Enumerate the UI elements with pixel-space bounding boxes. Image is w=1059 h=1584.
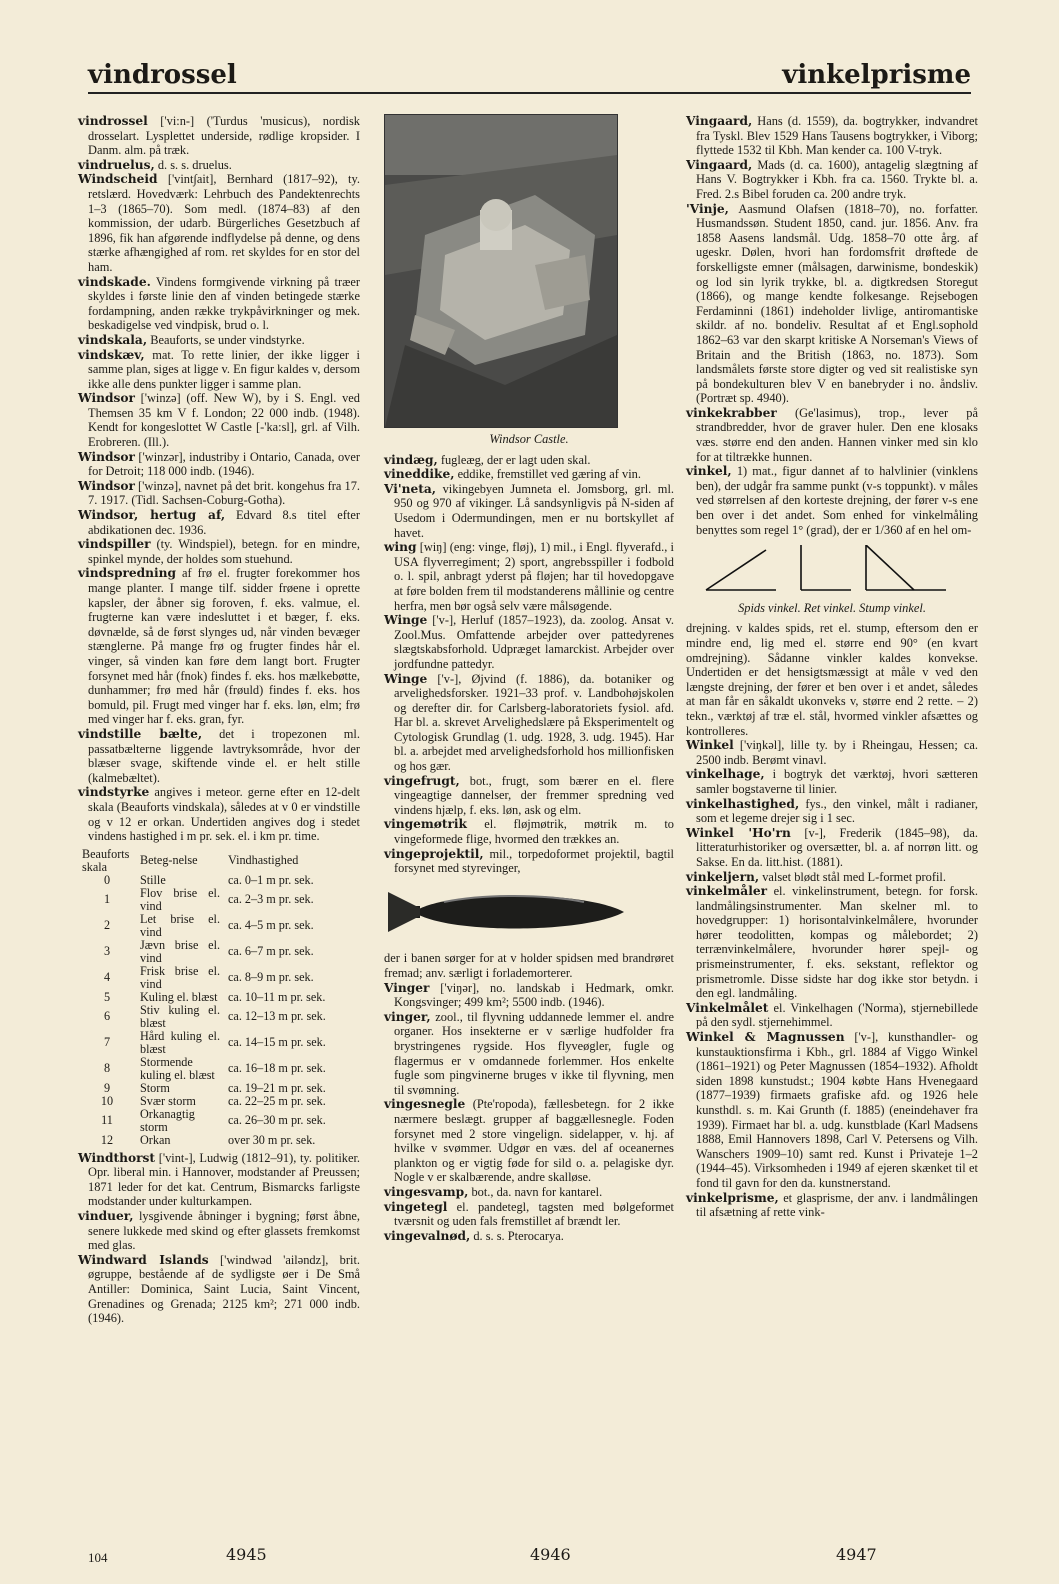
entry-text: d. s. s. Pterocarya. <box>473 1228 564 1243</box>
entry <box>384 1097 674 1185</box>
table-row <box>78 965 330 991</box>
entry-text: el. fløjmøtrik, møtrik m. to vingeformede flige, hvormed den trækkes an. <box>394 817 674 847</box>
entry-headword: vindstille bælte, <box>78 726 203 741</box>
entry-text: 1) mat., figur dannet af to halvlinier (vinklens ben), der udgår fra samme punkt (v-s toppunkt). v måles ved størrelsen af den korteste drejning, der fører v-s ene ben over i det andet. Som enhed for vinkelmåling benyttes som regel 1° (grad), der er 1/360 af en hel om- <box>696 464 978 537</box>
entry-text: mil., torpedoformet projektil, bagtil forsynet med styrevinger, <box>394 846 674 876</box>
wind-name: Hård kuling el. blæst <box>140 1028 220 1056</box>
beaufort-number: 2 <box>103 918 111 933</box>
entry <box>384 1229 674 1244</box>
column-1-entries-cont <box>78 1151 360 1326</box>
table-row <box>78 1134 330 1147</box>
table-header-scale: Beauforts skala <box>82 846 130 874</box>
entry-headword: vindskæv, <box>78 347 145 362</box>
wind-speed: ca. 2–3 m pr. sek. <box>228 892 314 907</box>
entry <box>78 566 360 727</box>
entry <box>384 1185 674 1200</box>
beaufort-number: 3 <box>103 944 111 959</box>
beaufort-number: 11 <box>101 1113 113 1128</box>
entry <box>78 508 360 537</box>
wind-name: Storm <box>140 1080 170 1095</box>
entry <box>78 727 360 785</box>
entry-text: af frø el. frugter forekommer hos mange planter. I mange tilf. sidder frøene i oprette kapsler, der åbner sig foroven, f. eks. valmue, el. frugterne kan være indesluttet i et bæger, f. eks. døvnælde, så de først slynges ud, når vinden bevæger stænglerne. På mange frø og frugter findes hår el. vinger, så vinden kan føre dem langt bort. Frugter forsynet med hår (fnok) findes f. eks. hos mælkebøtte, dunhammer; frø med hår (frøuld) findes f. eks. hos bomuld, pil. Frugt med vinger har f. eks. løn, elm; frø med vinger har f. eks. gran, fyr. <box>88 566 360 727</box>
beaufort-table <box>78 848 330 1147</box>
projectile-icon <box>384 882 634 942</box>
entry-text: i bogtryk det værktøj, hvori sætteren samler bogstaverne til linier. <box>696 767 978 796</box>
entry-headword: Windsor <box>78 391 135 406</box>
entry <box>384 540 674 613</box>
entry <box>686 1191 978 1220</box>
entry-text: zool., til flyvning uddannede lemmer el. andre organer. Hos insekterne er v særlige hudfolder fra brystringenes rygside. Hos flyveøgler, fugle og flagermus er v omdannede forlemmer. Hos enkelte fugle som pingvinerne bruges v ikke til flyvning, men til svømning. <box>394 1009 674 1097</box>
table-row <box>78 1082 330 1095</box>
wind-speed: ca. 19–21 m pr. sek. <box>228 1080 326 1095</box>
entry-headword: Windscheid <box>78 172 158 187</box>
column-3-entries <box>686 114 978 537</box>
entry <box>686 738 978 767</box>
entry <box>78 785 360 843</box>
entry-headword: vinkeljern, <box>686 869 760 884</box>
entry-text: (Ge'lasimus), trop., lever på strandbredder, hvor de graver huler. Den ene klosaks væs. større end den anden. Hannen vinker med sin klo for at tiltrække hunnen. <box>696 405 978 464</box>
entry-headword: Vi'neta, <box>384 481 436 496</box>
entry <box>384 847 674 876</box>
wind-name: Jævn brise el. vind <box>140 937 220 965</box>
column-2-entries <box>384 453 674 876</box>
entry-text: [wiŋ] (eng: vinge, fløj), 1) mil., i Engl. flyverafd., i USA flyverregiment; 2) sport, angrebsspiller i fodbold o. l. spil, anbragt yderst på fløjen; har til hovedopgave at føre bolden frem til modstanderens mållinie og centre herfra, men bør også selv være målsøgende. <box>394 540 674 613</box>
wind-name: Svær storm <box>140 1093 196 1108</box>
entry <box>686 158 978 202</box>
wind-speed: ca. 26–30 m pr. sek. <box>228 1113 326 1128</box>
beaufort-number: 5 <box>103 989 111 1004</box>
entry-headword: vingesvamp, <box>384 1184 469 1199</box>
small-page-number: 104 <box>88 1550 108 1565</box>
angle-caption: Spids vinkel. Ret vinkel. Stump vinkel. <box>738 600 926 615</box>
entry-headword: vingetegl <box>384 1199 448 1214</box>
castle-illustration <box>385 115 617 427</box>
entry <box>384 774 674 818</box>
entry-headword: vingevalnød, <box>384 1228 471 1243</box>
entry-text: ['v-], kunsthandler- og kunstauktionsfirma i Kbh., grl. 1884 af Viggo Winkel (1861–1921) og Peter Magnussen (1854–1932). Afholdt siden 1898 kunstudst.; 1904 købte Hans Hvenegaard (1877–1939) firmaets grafiske afd. og 1926 hele kunsthdl. s. m. Kai Grunth (f. 1885) (eneindehaver fra 1939). Firmaet har bl. a. udg. kunstblade (Karl Madsens 1888, Emil Hannovers 1898, Carl V. Petersens og Vilh. Wanschers 1909–10) samt red. Kunst i Privateje 1–2 (1944–45). Virksomheden i 1949 af ejeren skænket til et fond til gavn for den da. kunstnerstand. <box>696 1030 978 1190</box>
entry-headword: vinger, <box>384 1009 431 1024</box>
column-3-entries-cont <box>686 621 978 1219</box>
projectile-illustration <box>384 882 674 946</box>
wind-speed: ca. 10–11 m pr. sek. <box>228 989 326 1004</box>
entry <box>384 951 674 980</box>
entry-headword: Winkel & Magnussen <box>686 1030 845 1045</box>
beaufort-number: 0 <box>103 872 111 887</box>
column-2-entries-cont <box>384 951 674 1243</box>
column-1-entries <box>78 114 360 844</box>
entry-text: el. vinkelinstrument, betegn. for forsk. landmålingsinstrumenter. Man skelner ml. to hovedgrupper: 1) horisontalvinkelmålere, hvorunder hører teodolitten, kompas og målebordet; 2) terrænvinkelmålere, hvorunder hører spejl- og prismeinstrumenter, f. eks. sekstant, reflektor og prismetromle. Disse sidste har dog ikke stor betydn. i den egl. landmåling. <box>696 884 978 1001</box>
entry <box>686 202 978 406</box>
entry-headword: vingemøtrik <box>384 817 467 832</box>
angle-diagram <box>686 545 978 615</box>
wind-name: Flov brise el. vind <box>140 885 220 913</box>
entry-headword: Winge <box>384 613 428 628</box>
entry-headword: vinkelhastighed, <box>686 796 800 811</box>
beaufort-number: 8 <box>103 1061 111 1076</box>
entry <box>78 1253 360 1326</box>
beaufort-table-body <box>78 874 330 1147</box>
beaufort-number: 7 <box>103 1035 111 1050</box>
entry-headword: Windward Islands <box>78 1252 209 1267</box>
entry-text: lysgivende åbninger i bygning; først åbne, senere lukkede med skind og efter glassets fremkomst med glas. <box>88 1209 360 1253</box>
beaufort-number: 12 <box>100 1132 114 1147</box>
entry <box>78 450 360 479</box>
entry-headword: Vingaard, <box>686 114 753 128</box>
beaufort-number: 4 <box>103 970 111 985</box>
entry <box>78 1209 360 1253</box>
entry <box>686 621 978 738</box>
entry-headword: vinkelprisme, <box>686 1190 779 1205</box>
entry <box>686 884 978 1001</box>
table-row <box>78 1108 330 1134</box>
entry-text: fugleæg, der er lagt uden skal. <box>440 452 591 467</box>
entry-headword: vinkekrabber <box>686 405 777 420</box>
entry <box>78 391 360 449</box>
entry-headword: Vingaard, <box>686 157 753 172</box>
entry <box>686 114 978 158</box>
entry <box>78 1151 360 1209</box>
table-row <box>78 1004 330 1030</box>
entry-text: et glasprisme, der anv. i landmålingen til afsætning af rette vink- <box>696 1190 978 1220</box>
table-row <box>78 1030 330 1056</box>
entry-text: ['viŋkəl], lille ty. by i Rheingau, Hessen; ca. 2500 indb. Berømt vinavl. <box>696 738 978 767</box>
entry-text: eddike, fremstillet ved gæring af vin. <box>457 467 641 482</box>
entry-text: el. pandetegl, tagsten med bølgeformet tværsnit og uden fals fremstillet af brændt ler. <box>394 1199 674 1229</box>
entry-headword: vindæg, <box>384 452 438 467</box>
entry <box>384 482 674 540</box>
entry <box>686 464 978 537</box>
entry-text: drejning. v kaldes spids, ret el. stump, eftersom den er mindre end, lig med el. større end 90° (en kvart omdrejning). Sådanne vinkler kaldes konvekse. Undertiden er det hensigtsmæssigt at måle v ved den længste drejning, der fører et ben over i et andet, således at man får en såkaldt ukonveks v, større end 2 rette. – 2) tekn., værktøj af træ el. stål, hvormed vinkler afsættes og kontrolleres. <box>686 621 978 738</box>
entry-text: vikingebyen Jumneta el. Jomsborg, grl. ml. 950 og 970 af vikinger. Lå sandsynligvis på N-siden af Usedom i Odermundingen, men er nu bortskyllet af havet. <box>394 481 674 540</box>
entry-text: angives i meteor. gerne efter en 12-delt skala (Beauforts vindskala), således at v 0 er vindstille og v 12 er orkan. Undertiden angives dog i stedet vindens hastighed i m pr. sek. el. i km pr. time. <box>88 785 360 844</box>
wind-speed: ca. 14–15 m pr. sek. <box>228 1035 326 1050</box>
entry <box>384 613 674 671</box>
wind-name: Orkanagtig storm <box>140 1106 195 1134</box>
entry-headword: Windthorst <box>78 1150 156 1165</box>
entry <box>78 479 360 508</box>
entry <box>384 817 674 846</box>
entry <box>686 797 978 826</box>
entry-headword: vindskade. <box>78 274 151 289</box>
entry-headword: vinkel, <box>686 464 732 479</box>
wind-name: Kuling el. blæst <box>140 989 218 1004</box>
entry <box>78 333 360 348</box>
entry-text: det i tropezonen ml. passatbælterne liggende lavtryksområde, hvor der blæser svage, skiftende vinde el. er helt stille (kalmebæltet). <box>88 726 360 785</box>
wind-name: Stiv kuling el. blæst <box>140 1002 220 1030</box>
entry-text: ['viŋər], no. landskab i Hedmark, omkr. Kongsvinger; 499 km²; 5500 indb. (1946). <box>394 980 674 1010</box>
header-left-word: vindrossel <box>88 60 237 90</box>
entry-text: ['winzə] (off. New W), by i S. Engl. ved Themsen 35 km V f. London; 22 000 indb. (1948). Kendt for kongeslottet W Castle [-'ka:sl], grl. af Vilh. Erobreren. (Ill.). <box>88 391 360 450</box>
entry-headword: Windsor <box>78 449 135 464</box>
wind-name: Stormende kuling el. blæst <box>140 1054 215 1082</box>
entry-text: (Pte'ropoda), fællesbetegn. for 2 ikke nærmere beslægt. grupper af baggællesnegle. Foden forsynet med 2 store vingelign. sidelapper, v. hj. af hvilke v svømmer. Udgør en væs. del af oceanernes plankton og er vigtig føde for sild o. a. pelagiske dyr. Nogle v er skalbærende, andre skalløse. <box>394 1097 674 1185</box>
wind-speed: over 30 m pr. sek. <box>228 1132 316 1147</box>
entry <box>384 453 674 468</box>
entry-text: d. s. s. druelus. <box>157 157 232 172</box>
entry-headword: Winkel 'Ho'rn <box>686 825 791 840</box>
entry-headword: Vinkelmålet <box>686 1000 769 1015</box>
entry-text: bot., da. navn for kantarel. <box>471 1184 603 1199</box>
table-row <box>78 887 330 913</box>
page-header <box>88 50 971 94</box>
page-number-2: 4946 <box>530 1545 571 1564</box>
page-number-1: 4945 <box>226 1545 267 1564</box>
beaufort-number: 9 <box>103 1080 111 1095</box>
wind-speed: ca. 8–9 m pr. sek. <box>228 970 314 985</box>
wind-name: Orkan <box>140 1132 171 1147</box>
entry-headword: vindruelus, <box>78 157 155 172</box>
column-3 <box>686 114 978 1220</box>
entry-headword: vineddike, <box>384 467 455 482</box>
table-header-speed: Vindhastighed <box>228 853 299 868</box>
entry-headword: wing <box>384 540 417 555</box>
entry-text: fys., den vinkel, målt i radianer, som et legeme drejer sig i 1 sec. <box>696 796 979 826</box>
entry-headword: vingefrugt, <box>384 773 460 788</box>
table-row <box>78 874 330 887</box>
entry-headword: Vinger <box>384 980 430 995</box>
windsor-castle-photo <box>384 114 618 428</box>
entry-headword: vindrossel <box>78 114 148 128</box>
wind-speed: ca. 22–25 m pr. sek. <box>228 1093 326 1108</box>
wind-speed: ca. 0–1 m pr. sek. <box>228 872 314 887</box>
entry <box>384 1010 674 1098</box>
entry <box>384 981 674 1010</box>
entry-headword: vinduer, <box>78 1209 134 1224</box>
entry-headword: vingeprojektil, <box>384 846 484 861</box>
entry-headword: vindspiller <box>78 537 151 552</box>
entry-text: ['winzər], industriby i Ontario, Canada, over for Detroit; 118 000 indb. (1946). <box>88 449 360 479</box>
table-row <box>78 913 330 939</box>
beaufort-number: 10 <box>100 1093 114 1108</box>
entry <box>78 172 360 274</box>
table-row <box>78 1056 330 1082</box>
wind-speed: ca. 16–18 m pr. sek. <box>228 1061 326 1076</box>
entry-headword: vindskala, <box>78 332 148 347</box>
entry-text: Beauforts, se under vindstyrke. <box>150 332 305 347</box>
page-number-3: 4947 <box>836 1545 877 1564</box>
entry <box>686 406 978 464</box>
entry-headword: 'Vinje, <box>686 201 729 216</box>
entry-headword: Windsor <box>78 478 135 493</box>
entry-text: der i banen sørger for at v holder spidsen med brandrøret fremad; anv. særligt i forlademorterer. <box>384 951 674 980</box>
entry-text: Mads (d. ca. 1600), antagelig slægtning af Hans V. Bogtrykker i Kbh. fra ca. 1560. Trykte bl. a. Fred. 2.s Bibel foruden ca. 200 andre tryk. <box>696 157 978 201</box>
column-2 <box>384 114 674 1243</box>
entry-text: Vindens formgivende virkning på træer skyldes i første linie den af vinden betingede stærke fordampning, anden række trykpåvirkninger og mek. beskadigelse ved vindpisk, brud o. l. <box>88 274 360 333</box>
entry-headword: Windsor, hertug af, <box>78 508 226 523</box>
entry-text: ['vint∫ait], Bernhard (1817–92), ty. retslærd. Hovedværk: Lehrbuch des Pandektenrechts 1–3 (1865–70). Som medl. (1874–83) af den kommission, der udarb. Bürgerliches Gesetzbuch af 1896, fik han afgørende indflydelse på denne, og dens stærke afhængighed af rom. ret skyldes for en stor del ham. <box>88 172 360 274</box>
entry <box>78 275 360 333</box>
entry-text: ['v-], Øjvind (f. 1886), da. botaniker og arvelighedsforsker. 1921–33 prof. v. Landbohøjskolen og derefter dir. for Carlsberg-laboratoriets fysiol. afd. Har bl. a. skrevet Arvelighedslære på Eksperimentelt og Cytologisk Grundlag (1. udg. 1928, 3. udg. 1945). Har bl. a. arbejdet med arvelighedsforhold hos millionfisken og hos gær. <box>394 671 674 774</box>
entry-text: Aasmund Olafsen (1818–70), no. forfatter. Husmandssøn. Student 1850, cand. jur. 1856. Anv. fra 1858 Aasens landsmål. Udg. 1858–70 otte årg. af ugeskr. Dølen, hvori han fordomsfrit drøftede de forskelligste emner (målsagen, darwinisme, bondeskik) og lod sin lyrik trykke, bl. a. digtkredsen Storegut (1866), og mange kendte folkesange. Rejsebogen Ferdaminni (1861) indeholder livlige, antiromantiske skildr. af no. bondeliv. Resultat af et Engl.sophold 1862–63 var den skarpt kritiske A Norseman's Views of Britain and the British (1863, no. 1873). Som landsmålets første store digter og ved sit realistiske syn på bondekulturen blev V en banebryder i no. åndsliv. (Portræt sp. 4940). <box>696 201 978 406</box>
wind-name: Frisk brise el. vind <box>140 963 220 991</box>
entry-text: valset blødt stål med L-formet profil. <box>762 869 946 884</box>
entry-text: mat. To rette linier, der ikke ligger i samme plan, siges at ligge v. En figur kaldes v, dersom ikke alle dens punkter ligger i samme plan. <box>88 347 360 391</box>
header-right-word: vinkelprisme <box>782 60 971 90</box>
entry-text: (ty. Windspiel), betegn. for en mindre, spinkel mynde, der holdes som stuehund. <box>88 537 360 566</box>
entry-text: ['v-], Herluf (1857–1923), da. zoolog. Ansat v. Zool.Mus. Omfattende arbejder over pattedyrenes slægtskabsforhold. Udpræget lamarckist. Arbejder over jordfundne pattedyr. <box>394 613 674 671</box>
entry <box>686 1030 978 1191</box>
wind-speed: ca. 4–5 m pr. sek. <box>228 918 314 933</box>
entry <box>384 467 674 482</box>
entry <box>686 870 978 885</box>
entry-headword: vindspredning <box>78 566 177 581</box>
entry-headword: Winge <box>384 671 428 686</box>
entry-text: ['windwəd 'ailəndz], brit. øgruppe, bestående af de sydligste øer i De Små Antiller: Dominica, Saint Lucia, Saint Vincent, Grenadines og Grenada; 2125 km²; 271 000 indb. (1946). <box>88 1252 360 1326</box>
entry-text: bot., frugt, som bærer en el. flere vingeagtige dannelser, der fremmer spredning ved vindens hjælp, f. eks. løn, ask og elm. <box>394 773 674 817</box>
entry-headword: Winkel <box>686 738 734 753</box>
entry-text: ['vi:n-] ('Turdus 'musicus), nordisk drosselart. Lysplettet underside, rødlige kropsider. I Danm. alm. på træk. <box>88 114 360 158</box>
entry <box>384 672 674 774</box>
entry <box>78 114 360 158</box>
entry-headword: vindstyrke <box>78 785 150 800</box>
entry-text: ['vint-], Ludwig (1812–91), ty. politiker. Opr. liberal min. i Hannover, modstander af Preussen; 1871 leder for det kat. Centrum, Bismarcks farligste modstander under kulturkampen. <box>88 1150 360 1209</box>
entry <box>78 348 360 392</box>
beaufort-number: 1 <box>103 892 111 907</box>
entry-text: ['winzə], navnet på det brit. kongehus fra 17. 7. 1917. (Tidl. Sachsen-Coburg-Gotha). <box>88 478 361 508</box>
entry <box>686 1001 978 1030</box>
entry <box>686 826 978 870</box>
beaufort-number: 6 <box>103 1009 111 1024</box>
entry-text: Edvard 8.s titel efter abdikationen dec. 1936. <box>88 508 361 537</box>
entry-text: [v-], Frederik (1845–98), da. litteraturhistoriker og oversætter, bl. a. af norrøn litt. og Sakse. En da. litt.hist. (1881). <box>696 825 978 869</box>
entry <box>384 1200 674 1229</box>
angles-icon <box>686 545 978 595</box>
wind-speed: ca. 6–7 m pr. sek. <box>228 944 314 959</box>
entry-headword: vinkelmåler <box>686 884 767 899</box>
wind-name: Stille <box>140 872 166 887</box>
entry-text: el. Vinkelhagen ('Norma), stjernebillede på den sydl. stjernehimmel. <box>696 1000 978 1030</box>
table-header-row <box>78 848 330 874</box>
entry <box>686 767 978 796</box>
photo-caption: Windsor Castle. <box>489 432 569 446</box>
wind-speed: ca. 12–13 m pr. sek. <box>228 1009 326 1024</box>
entry-headword: vinkelhage, <box>686 767 765 782</box>
table-row <box>78 991 330 1004</box>
wind-name: Let brise el. vind <box>140 911 220 939</box>
table-row <box>78 1095 330 1108</box>
entry-headword: vingesnegle <box>384 1097 466 1112</box>
entry <box>78 537 360 566</box>
entry-text: Hans (d. 1559), da. bogtrykker, indvandret fra Tyskl. Blev 1529 Hans Tausens bogtrykker, i Viborg; flyttede 1532 til Kbh. Man kender ca. 100 V-tryk. <box>696 114 978 158</box>
table-row <box>78 939 330 965</box>
entry <box>78 158 360 173</box>
column-1 <box>78 114 360 1326</box>
table-header-name: Beteg-nelse <box>140 853 198 868</box>
